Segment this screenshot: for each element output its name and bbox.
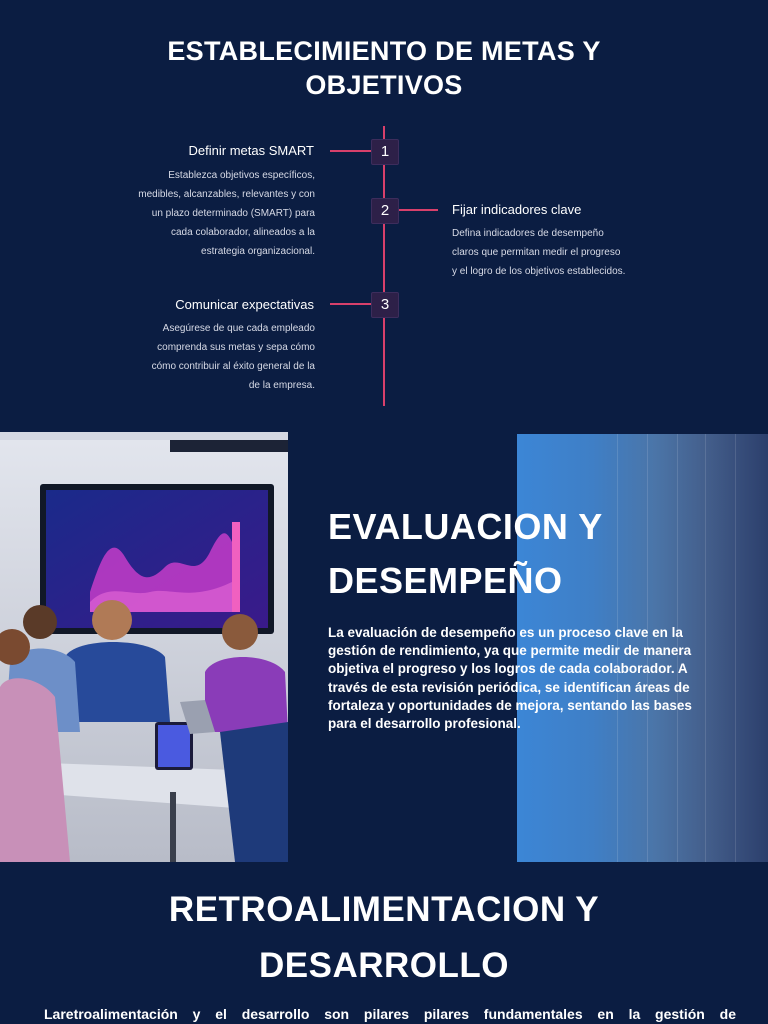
step-heading-3: Comunicar expectativas xyxy=(175,297,314,312)
step-description-3 xyxy=(152,319,315,395)
stripe xyxy=(735,434,736,862)
title-line-2: OBJETIVOS xyxy=(305,70,463,100)
title-line-1: EVALUACION Y xyxy=(328,506,603,547)
step-description-2 xyxy=(452,224,625,281)
connector-1 xyxy=(330,150,372,152)
connector-2 xyxy=(396,209,438,211)
retroalimentacion-paragraph: Laretroalimentación y el desarrollo son pilares pilares fundamentales en la gestión de xyxy=(44,1006,736,1022)
title-line-2: DESEMPEÑO xyxy=(328,560,563,601)
step-heading-1: Definir metas SMART xyxy=(188,143,314,158)
step-1-line: medibles, alcanzables, relevantes y con xyxy=(138,189,315,200)
step-number-3: 3 xyxy=(371,292,399,318)
meeting-photo xyxy=(0,432,288,862)
timeline-line xyxy=(383,126,385,406)
step-2-line: claros que permitan medir el progreso xyxy=(452,247,621,258)
step-1-line: Establezca objetivos específicos, xyxy=(168,170,315,181)
step-1-line: cada colaborador, alineados a la xyxy=(171,227,315,238)
step-heading-2: Fijar indicadores clave xyxy=(452,202,582,217)
step-description-1 xyxy=(138,166,315,261)
connector-3 xyxy=(330,303,372,305)
step-2-line: Defina indicadores de desempeño xyxy=(452,228,604,239)
step-2-line: y el logro de los objetivos establecidos. xyxy=(452,266,626,277)
step-number-2: 2 xyxy=(371,198,399,224)
title-line-1: RETROALIMENTACION Y xyxy=(168,890,600,929)
evaluacion-paragraph: La evaluación de desempeño es un proceso clave en la gestión de rendimiento, ya que permite medir de manera objetiva el progreso y los logros de cada colaborador. A través de esta revisión periódica, se identifican áreas de fortaleza y oportunidades de mejora, sentando las bases para el desarrollo profesional. xyxy=(328,625,692,732)
step-number-1: 1 xyxy=(371,139,399,165)
title-line-2: DESARROLLO xyxy=(259,946,509,985)
section-title-retroalimentacion xyxy=(0,882,768,994)
step-3-line: de la empresa. xyxy=(248,380,315,391)
section-title-evaluacion xyxy=(328,500,603,608)
step-1-line: estrategia organizacional. xyxy=(201,246,315,257)
step-3-line: Asegúrese de que cada empleado xyxy=(162,323,315,334)
step-3-line: cómo contribuir al éxito general de la xyxy=(151,361,315,372)
step-3-line: comprenda sus metas y sepa cómo xyxy=(157,342,315,353)
step-1-line: un plazo determinado (SMART) para xyxy=(151,208,315,219)
section-title-metas xyxy=(0,34,768,102)
title-line-1: ESTABLECIMIENTO DE METAS Y xyxy=(167,36,601,66)
